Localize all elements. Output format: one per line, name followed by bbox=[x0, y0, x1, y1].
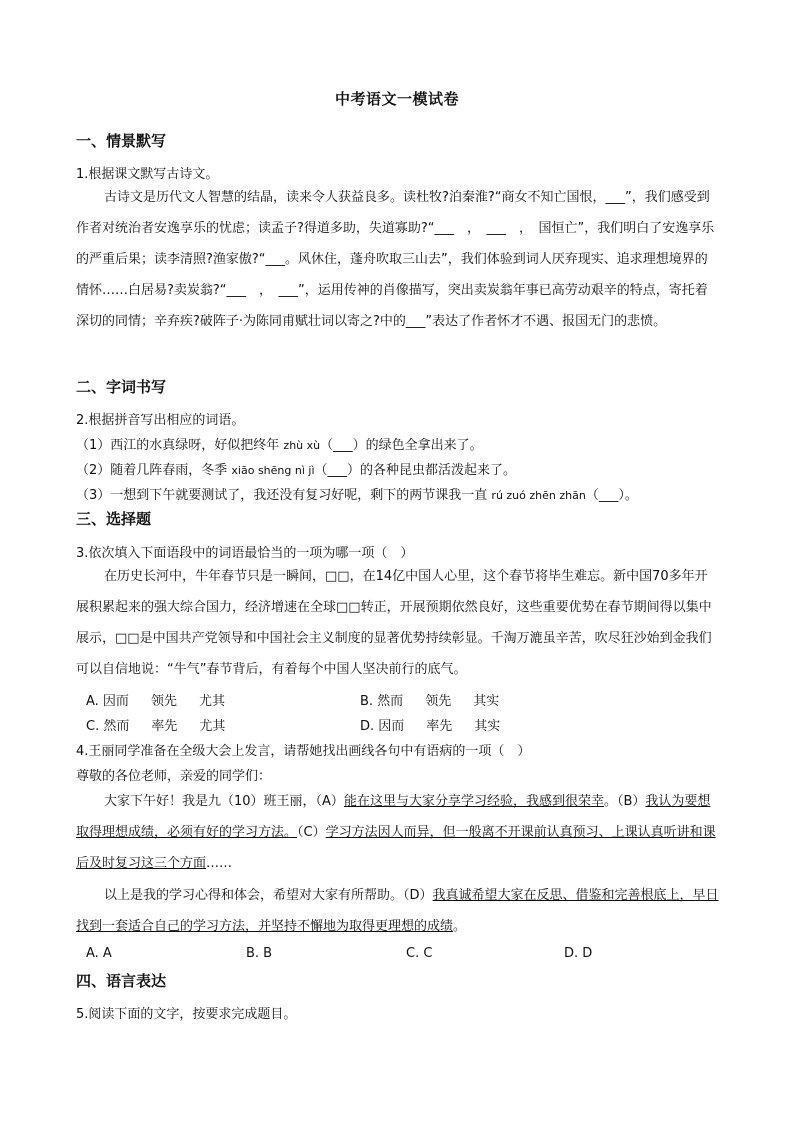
q3-option-d-2: 率先 bbox=[426, 719, 453, 734]
q2-stem: 2.根据拼音写出相应的词语。 bbox=[76, 413, 245, 428]
q4-paragraph-1 bbox=[76, 786, 720, 879]
q4-sentence-b: 我认为要想取得理想成绩，必须有好的学习方法。 bbox=[76, 794, 711, 840]
q3-option-b-3: 其实 bbox=[473, 694, 500, 709]
q4-sentence-d: 我真诚希望大家在反思、借鉴和完善根底上，早日找到一套适合自己的学习方法，并坚持不懈地为取得更理想的成绩 bbox=[76, 888, 719, 934]
q4-paragraph-2 bbox=[76, 880, 720, 942]
q4-greeting: 尊敬的各位老师，亲爱的同学们： bbox=[76, 769, 272, 784]
q2-item-2-pinyin: xiāo shēng nì jì bbox=[231, 464, 315, 477]
q4-p1-c: 。（B） bbox=[603, 794, 646, 809]
q2-item-2-text: （2）随着几阵春雨，冬季 bbox=[76, 463, 228, 478]
q3-option-d[interactable] bbox=[360, 715, 522, 734]
q3-option-a-1: A. 因而 bbox=[86, 694, 129, 709]
q2-item-3-tail: （___）。 bbox=[585, 488, 638, 503]
page-title: 中考语文一模试卷 bbox=[334, 90, 459, 108]
q3-option-c-2: 率先 bbox=[151, 719, 178, 734]
q1-passage bbox=[76, 182, 720, 337]
q4-paragraph-2-text bbox=[76, 880, 720, 942]
q3-option-a-3: 尤其 bbox=[198, 694, 225, 709]
q3-option-d-3: 其实 bbox=[474, 719, 501, 734]
section-heading-3: 三、选择题 bbox=[76, 510, 152, 528]
q3-option-b[interactable] bbox=[360, 690, 521, 709]
q4-p1-e: （C） bbox=[297, 825, 326, 840]
q4-sentence-a: 能在这里与大家分享学习经验，我感到很荣幸 bbox=[343, 794, 604, 809]
q4-option-b[interactable]: B. B bbox=[246, 946, 273, 961]
q2-item-1-pinyin: zhù xù bbox=[283, 439, 321, 452]
q3-option-c[interactable] bbox=[86, 715, 247, 734]
q3-option-a[interactable] bbox=[86, 690, 247, 709]
q1-stem: 1.根据课文默写古诗文。 bbox=[76, 167, 219, 182]
section-heading-4: 四、语言表达 bbox=[76, 972, 167, 990]
q4-p1-g: …… bbox=[206, 856, 233, 871]
q4-p1-a: 大家下午好！我是九（10）班王丽，（A） bbox=[104, 794, 344, 809]
q3-option-d-1: D. 因而 bbox=[360, 719, 405, 734]
q4-sentence-c: 学习方法因人而异，但一般离不开课前认真预习、上课认真听讲和课后及时复习这三个方面 bbox=[76, 825, 716, 871]
q3-option-c-1: C. 然而 bbox=[86, 719, 130, 734]
q2-item-1-text: （1）西江的水真绿呀，好似把终年 bbox=[76, 438, 280, 453]
q4-p2-c: 。 bbox=[453, 919, 467, 934]
q3-stem: 3.依次填入下面语段中的词语最恰当的一项为哪一项（ ） bbox=[76, 546, 414, 561]
q2-item-2-tail: （___）的各种昆虫都活泼起来了。 bbox=[314, 463, 517, 478]
q4-p2-a: 以上是我的学习心得和体会，希望对大家有所帮助。（D） bbox=[104, 888, 433, 903]
q3-option-b-2: 领先 bbox=[425, 694, 452, 709]
q4-option-d[interactable]: D. D bbox=[564, 946, 593, 961]
q2-item-1-tail: （___）的绿色全拿出来了。 bbox=[320, 438, 483, 453]
q4-option-a[interactable]: A. A bbox=[86, 946, 112, 961]
q2-item-1 bbox=[76, 434, 483, 453]
q4-option-c[interactable]: C. C bbox=[406, 946, 433, 961]
q3-body: 在历史长河中，牛年春节只是一瞬间，□□，在14亿中国人心里，这个春节将毕生难忘。新中国70多年开展积累起来的强大综合国力，经济增速在全球□□转正，开展预期依然良好，这些重要优势在春节期间得以集中展示，□□是中国共产党领导和中国社会主义制度的显著优势持续彰显。千淘万漉虽辛苦，吹尽狂沙始到金我们可以自信地说：“牛气”春节背后，有着每个中国人坚决前行的底气。 bbox=[76, 569, 712, 677]
q4-paragraph-1-text bbox=[76, 786, 720, 879]
q2-item-3-pinyin: rú zuó zhēn zhān bbox=[491, 489, 586, 502]
q1-body: 古诗文是历代文人智慧的结晶，读来令人获益良多。读杜牧?泊秦淮?“商女不知亡国恨，___”，我们感受到作者对统治者安逸享乐的忧虑；读孟子?得道多助，失道寡助?“___ ， ___ ， 国恒亡”，我们明白了安逸享乐的严重后果；读李清照?渔家傲?“___。风休住，蓬舟吹取三山去”，我们体验到词人厌弃现实、追求理想境界的情怀……白居易?卖炭翁?“___ ， ___”，运用传神的肖像描写，突出卖炭翁年事已高劳动艰辛的特点，寄托着深切的同情；辛弃疾?破阵子·为陈同甫赋壮词以寄之?中的___”表达了作者怀才不遇、报国无门的悲愤。 bbox=[76, 190, 715, 329]
q5-stem: 5.阅读下面的文字，按要求完成题目。 bbox=[76, 1007, 297, 1022]
q3-passage bbox=[76, 561, 720, 685]
q2-item-3 bbox=[76, 484, 638, 503]
q2-item-2 bbox=[76, 459, 516, 478]
q4-stem: 4.王丽同学准备在全级大会上发言，请帮她找出画线各句中有语病的一项（ ） bbox=[76, 744, 531, 759]
section-heading-1: 一、情景默写 bbox=[76, 132, 167, 150]
q3-option-a-2: 领先 bbox=[150, 694, 177, 709]
q2-item-3-text: （3）一想到下午就要测试了，我还没有复习好呢，剩下的两节课我一直 bbox=[76, 488, 488, 503]
q3-option-b-1: B. 然而 bbox=[360, 694, 404, 709]
section-heading-2: 二、字词书写 bbox=[76, 378, 167, 396]
q3-option-c-3: 尤其 bbox=[199, 719, 226, 734]
